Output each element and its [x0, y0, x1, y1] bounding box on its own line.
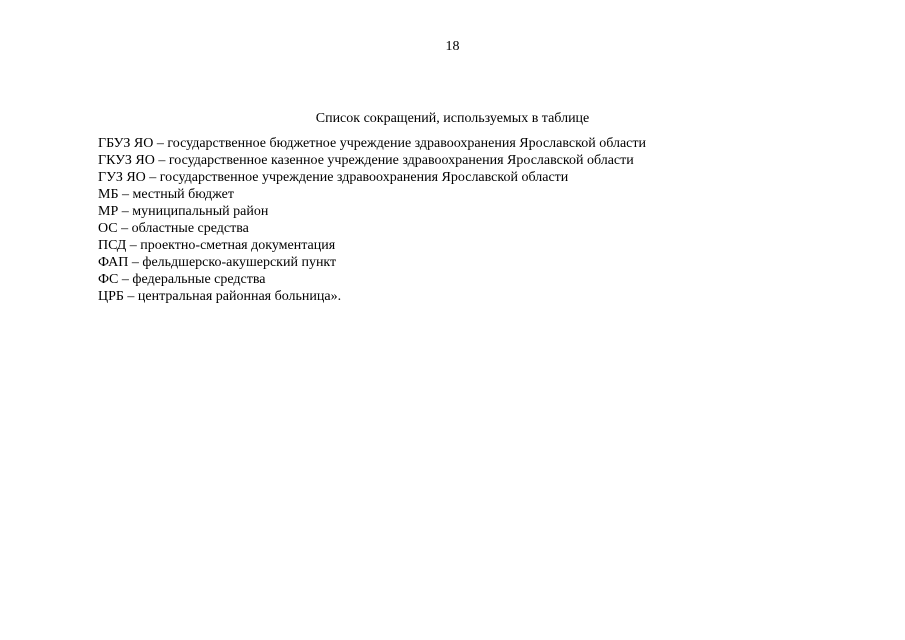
abbreviation-gbuz-yao: ГБУЗ ЯО – государственное бюджетное учреждение здравоохранения Ярославской области — [98, 136, 647, 151]
abbreviations-list — [98, 135, 646, 305]
abbreviation-guz-yao: ГУЗ ЯО – государственное учреждение здравоохранения Ярославской области — [98, 170, 569, 185]
abbreviation-psd: ПСД – проектно-сметная документация — [98, 238, 336, 253]
abbreviation-gkuz-yao: ГКУЗ ЯО – государственное казенное учреждение здравоохранения Ярославской области — [98, 153, 634, 168]
abbreviations-title: Список сокращений, используемых в таблице — [315, 111, 590, 126]
abbreviation-crb: ЦРБ – центральная районная больница». — [98, 289, 342, 304]
abbreviation-mr: МР – муниципальный район — [98, 204, 269, 219]
abbreviation-fap: ФАП – фельдшерско-акушерский пункт — [98, 255, 337, 270]
abbreviation-mb: МБ – местный бюджет — [98, 187, 234, 202]
page-number: 18 — [445, 39, 460, 54]
abbreviation-fs: ФС – федеральные средства — [98, 272, 266, 287]
abbreviation-os: ОС – областные средства — [98, 221, 249, 236]
